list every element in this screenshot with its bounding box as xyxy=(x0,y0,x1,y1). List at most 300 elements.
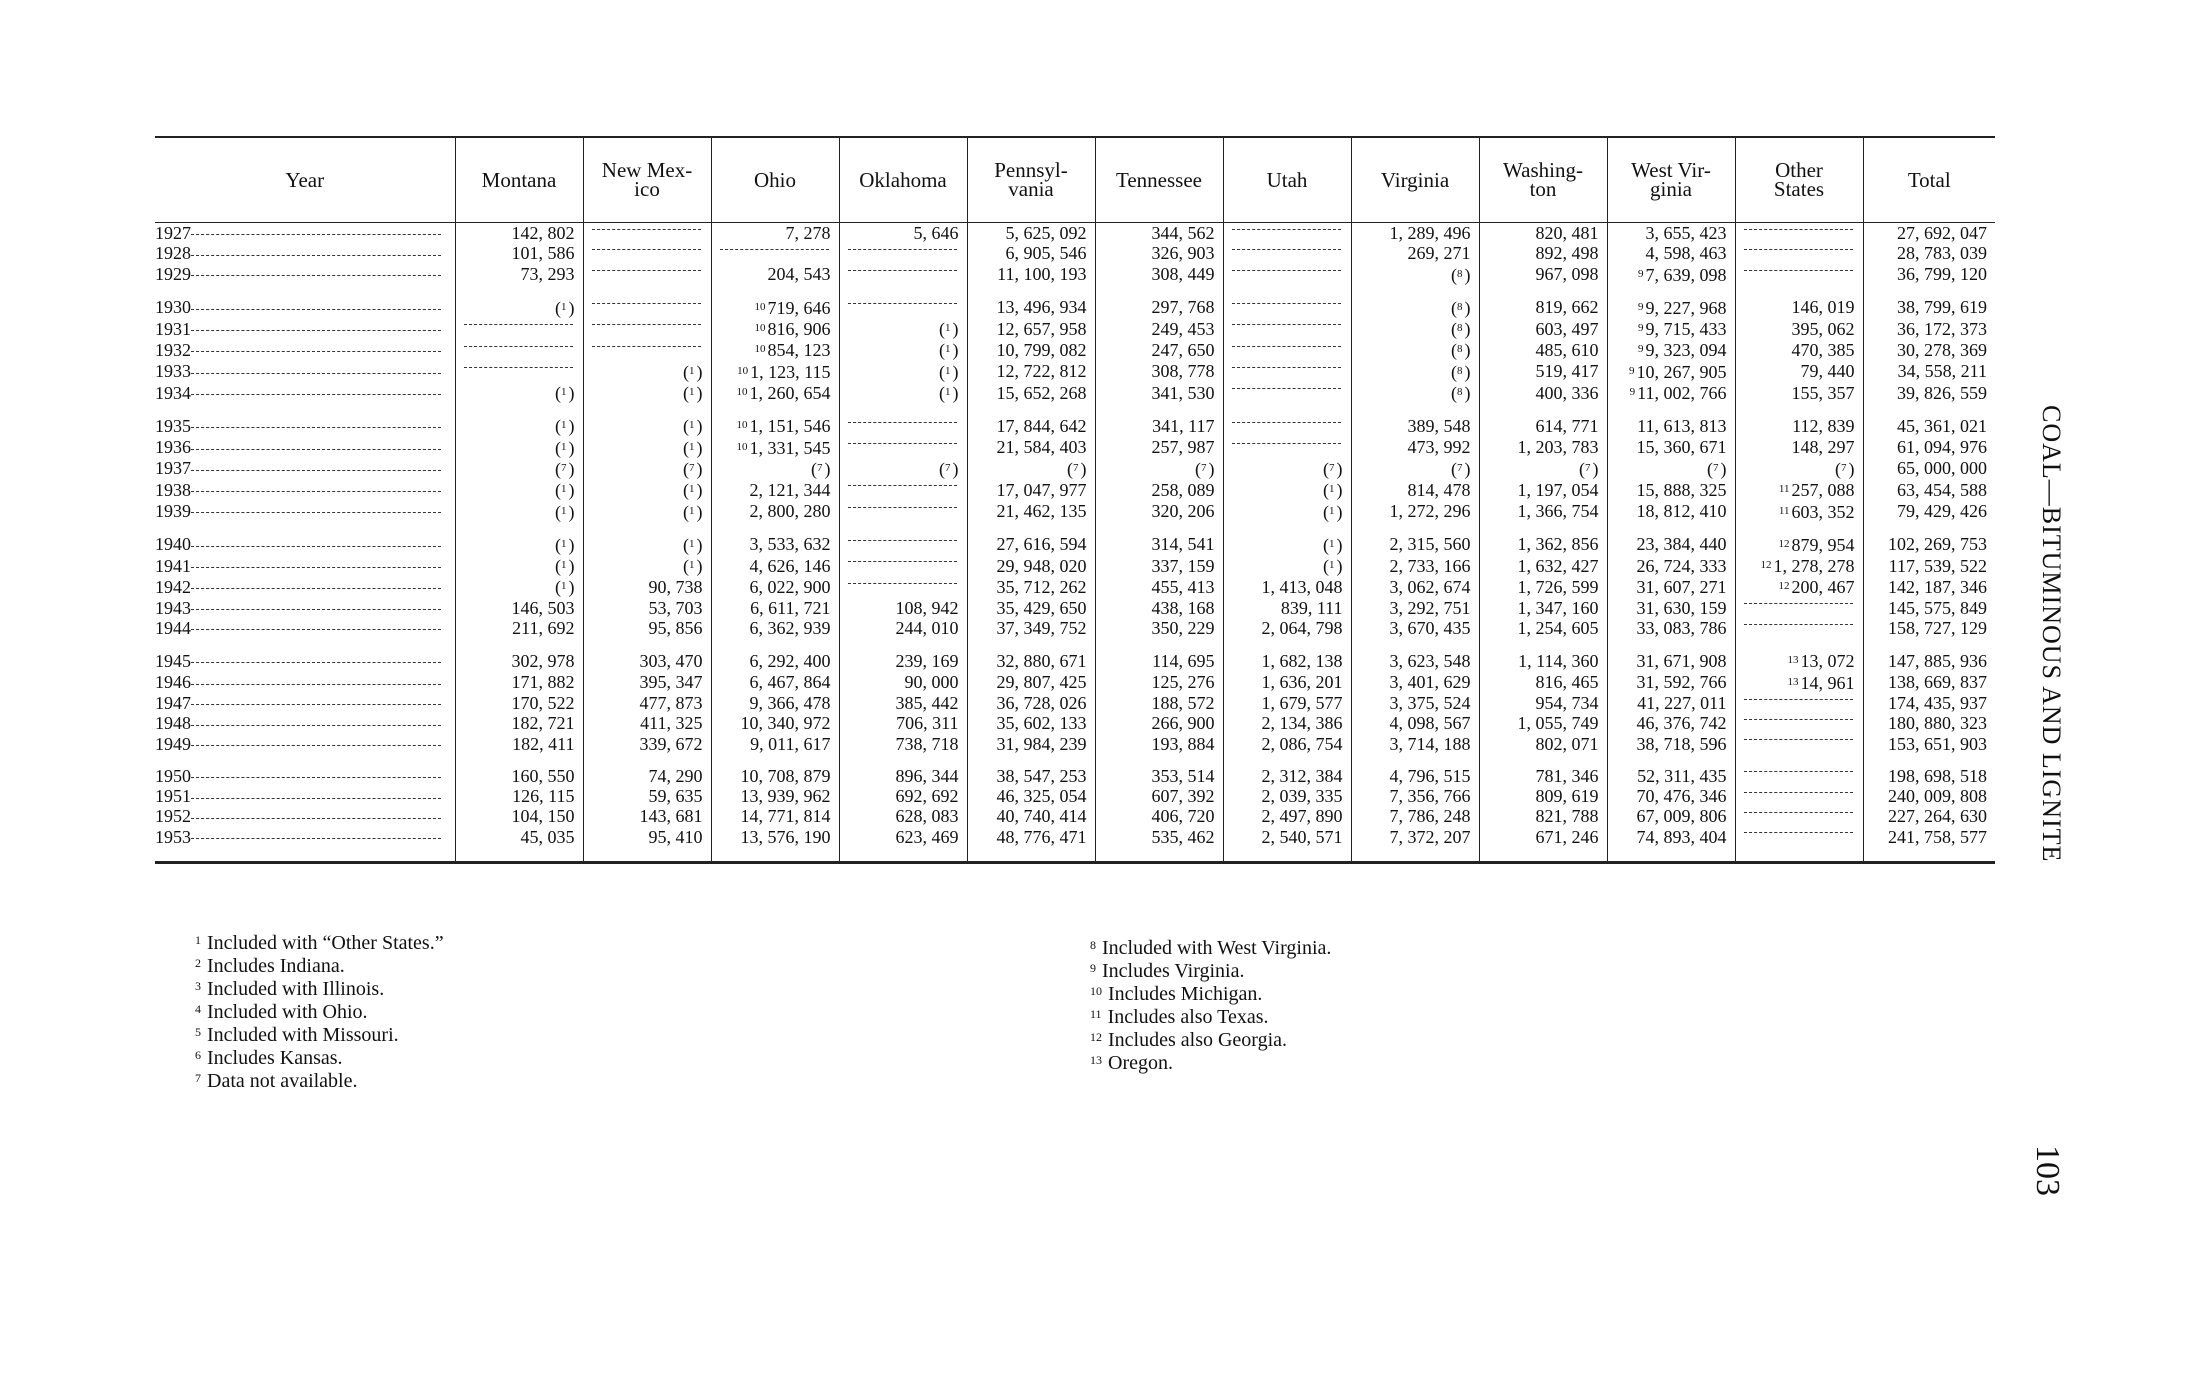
value-cell xyxy=(1735,264,1863,285)
value-cell: 2, 312, 384 xyxy=(1223,754,1351,786)
value-cell: 1, 632, 427 xyxy=(1479,555,1607,576)
value-cell xyxy=(1735,734,1863,754)
footnote: $^{11}$ Includes also Texas. xyxy=(1090,1006,1269,1028)
empty-cell-dash xyxy=(464,346,573,347)
value-cell xyxy=(583,285,711,318)
value-cell: 535, 462 xyxy=(1095,827,1223,863)
value-cell: 138, 669, 837 xyxy=(1863,672,1995,693)
value-cell xyxy=(839,522,967,555)
column-header: Virginia xyxy=(1351,137,1479,223)
value-cell: 2, 733, 166 xyxy=(1351,555,1479,576)
footnote: $^9$ Includes Virginia. xyxy=(1090,960,1245,982)
value-cell: ($^1$ ) xyxy=(455,522,583,555)
value-cell xyxy=(1735,618,1863,638)
value-cell: $^{12}$ 200, 467 xyxy=(1735,576,1863,597)
empty-cell-dash xyxy=(1232,443,1341,444)
value-cell: 3, 401, 629 xyxy=(1351,672,1479,693)
value-cell: ($^7$ ) xyxy=(967,458,1095,479)
year-cell: 1942 xyxy=(155,576,455,597)
empty-cell-dash xyxy=(1232,249,1341,250)
value-cell: ($^1$ ) xyxy=(455,437,583,458)
value-cell: 46, 325, 054 xyxy=(967,786,1095,806)
year-cell: 1949 xyxy=(155,734,455,754)
empty-cell-dash xyxy=(592,324,701,325)
value-cell xyxy=(839,576,967,597)
value-cell: 52, 311, 435 xyxy=(1607,754,1735,786)
value-cell: $^9$ 11, 002, 766 xyxy=(1607,382,1735,403)
value-cell: 158, 727, 129 xyxy=(1863,618,1995,638)
value-cell: 74, 290 xyxy=(583,754,711,786)
value-cell: 954, 734 xyxy=(1479,693,1607,713)
value-cell: 341, 530 xyxy=(1095,382,1223,403)
empty-cell-dash xyxy=(848,303,957,304)
value-cell: ($^7$ ) xyxy=(839,458,967,479)
value-cell: 1, 636, 201 xyxy=(1223,672,1351,693)
empty-cell-dash xyxy=(592,303,701,304)
value-cell: 35, 602, 133 xyxy=(967,713,1095,733)
value-cell: 692, 692 xyxy=(839,786,967,806)
value-cell: $^{10}$ 816, 906 xyxy=(711,318,839,339)
year-cell: 1946 xyxy=(155,672,455,693)
value-cell: 1, 726, 599 xyxy=(1479,576,1607,597)
value-cell: 198, 698, 518 xyxy=(1863,754,1995,786)
value-cell xyxy=(1735,827,1863,863)
value-cell: 411, 325 xyxy=(583,713,711,733)
value-cell: $^9$ 7, 639, 098 xyxy=(1607,264,1735,285)
value-cell: ($^1$ ) xyxy=(1223,522,1351,555)
value-cell: $^{10}$ 719, 646 xyxy=(711,285,839,318)
year-cell: 1928 xyxy=(155,243,455,263)
value-cell: 314, 541 xyxy=(1095,522,1223,555)
value-cell: 2, 497, 890 xyxy=(1223,806,1351,826)
value-cell: 31, 607, 271 xyxy=(1607,576,1735,597)
value-cell: 1, 272, 296 xyxy=(1351,501,1479,522)
value-cell: 17, 844, 642 xyxy=(967,403,1095,436)
table-row xyxy=(155,786,1995,806)
value-cell: 438, 168 xyxy=(1095,598,1223,618)
empty-cell-dash xyxy=(1744,603,1853,604)
value-cell xyxy=(1735,806,1863,826)
value-cell xyxy=(1735,243,1863,263)
value-cell: 146, 503 xyxy=(455,598,583,618)
value-cell: 320, 206 xyxy=(1095,501,1223,522)
value-cell: 473, 992 xyxy=(1351,437,1479,458)
year-cell: 1952 xyxy=(155,806,455,826)
value-cell: ($^1$ ) xyxy=(839,382,967,403)
value-cell: 326, 903 xyxy=(1095,243,1223,263)
value-cell: 1, 682, 138 xyxy=(1223,638,1351,671)
value-cell xyxy=(711,243,839,263)
value-cell: 297, 768 xyxy=(1095,285,1223,318)
value-cell xyxy=(1735,693,1863,713)
value-cell: $^{12}$ 1, 278, 278 xyxy=(1735,555,1863,576)
value-cell: 90, 738 xyxy=(583,576,711,597)
value-cell: 241, 758, 577 xyxy=(1863,827,1995,863)
footnote: $^5$ Included with Missouri. xyxy=(195,1024,399,1046)
value-cell: 170, 522 xyxy=(455,693,583,713)
year-cell: 1948 xyxy=(155,713,455,733)
value-cell: $^{10}$ 1, 123, 115 xyxy=(711,361,839,382)
year-cell: 1937 xyxy=(155,458,455,479)
column-header: Utah xyxy=(1223,137,1351,223)
value-cell: ($^1$ ) xyxy=(583,382,711,403)
value-cell: ($^1$ ) xyxy=(455,501,583,522)
table-row xyxy=(155,555,1995,576)
value-cell: 4, 598, 463 xyxy=(1607,243,1735,263)
value-cell: ($^8$ ) xyxy=(1351,382,1479,403)
value-cell: 2, 800, 280 xyxy=(711,501,839,522)
value-cell: 821, 788 xyxy=(1479,806,1607,826)
value-cell: ($^1$ ) xyxy=(1223,501,1351,522)
value-cell: 350, 229 xyxy=(1095,618,1223,638)
table-row xyxy=(155,382,1995,403)
value-cell: 389, 548 xyxy=(1351,403,1479,436)
empty-cell-dash xyxy=(592,249,701,250)
value-cell: 31, 630, 159 xyxy=(1607,598,1735,618)
table-row xyxy=(155,318,1995,339)
value-cell: ($^1$ ) xyxy=(455,382,583,403)
value-cell: 3, 292, 751 xyxy=(1351,598,1479,618)
empty-cell-dash xyxy=(848,422,957,423)
value-cell: 455, 413 xyxy=(1095,576,1223,597)
value-cell: 38, 547, 253 xyxy=(967,754,1095,786)
empty-cell-dash xyxy=(592,229,701,230)
value-cell xyxy=(1735,786,1863,806)
value-cell: 303, 470 xyxy=(583,638,711,671)
column-header: Montana xyxy=(455,137,583,223)
value-cell: 395, 062 xyxy=(1735,318,1863,339)
value-cell xyxy=(1735,598,1863,618)
footnote: $^8$ Included with West Virginia. xyxy=(1090,937,1332,959)
value-cell: 15, 888, 325 xyxy=(1607,479,1735,500)
table-row xyxy=(155,693,1995,713)
value-cell: ($^7$ ) xyxy=(1095,458,1223,479)
value-cell: 308, 449 xyxy=(1095,264,1223,285)
value-cell: 4, 626, 146 xyxy=(711,555,839,576)
value-cell: ($^1$ ) xyxy=(455,403,583,436)
value-cell: 6, 905, 546 xyxy=(967,243,1095,263)
value-cell: 12, 722, 812 xyxy=(967,361,1095,382)
value-cell: 814, 478 xyxy=(1351,479,1479,500)
value-cell: 204, 543 xyxy=(711,264,839,285)
value-cell: 148, 297 xyxy=(1735,437,1863,458)
value-cell: 1, 114, 360 xyxy=(1479,638,1607,671)
value-cell xyxy=(839,555,967,576)
value-cell: 29, 807, 425 xyxy=(967,672,1095,693)
year-cell: 1939 xyxy=(155,501,455,522)
empty-cell-dash xyxy=(848,583,957,584)
value-cell: 53, 703 xyxy=(583,598,711,618)
value-cell: 5, 646 xyxy=(839,223,967,244)
value-cell: 126, 115 xyxy=(455,786,583,806)
value-cell xyxy=(1223,285,1351,318)
empty-cell-dash xyxy=(1232,422,1341,423)
value-cell: 10, 708, 879 xyxy=(711,754,839,786)
empty-cell-dash xyxy=(1744,249,1853,250)
empty-cell-dash xyxy=(1744,229,1853,230)
value-cell xyxy=(1223,382,1351,403)
footnote: $^1$ Included with “Other States.” xyxy=(195,932,444,954)
value-cell: 1, 366, 754 xyxy=(1479,501,1607,522)
value-cell: $^{13}$ 14, 961 xyxy=(1735,672,1863,693)
year-cell: 1944 xyxy=(155,618,455,638)
table-row xyxy=(155,479,1995,500)
value-cell xyxy=(455,318,583,339)
value-cell: 14, 771, 814 xyxy=(711,806,839,826)
value-cell: 269, 271 xyxy=(1351,243,1479,263)
empty-cell-dash xyxy=(464,324,573,325)
value-cell: 112, 839 xyxy=(1735,403,1863,436)
value-cell: 2, 540, 571 xyxy=(1223,827,1351,863)
year-cell: 1941 xyxy=(155,555,455,576)
value-cell: 607, 392 xyxy=(1095,786,1223,806)
value-cell: ($^7$ ) xyxy=(583,458,711,479)
empty-cell-dash xyxy=(1744,270,1853,271)
empty-cell-dash xyxy=(848,270,957,271)
table-row xyxy=(155,403,1995,436)
value-cell: 2, 315, 560 xyxy=(1351,522,1479,555)
value-cell xyxy=(1735,223,1863,244)
value-cell: 153, 651, 903 xyxy=(1863,734,1995,754)
table-row xyxy=(155,264,1995,285)
table-header-row xyxy=(155,137,1995,223)
value-cell: 38, 718, 596 xyxy=(1607,734,1735,754)
value-cell: ($^1$ ) xyxy=(583,501,711,522)
value-cell: 2, 121, 344 xyxy=(711,479,839,500)
value-cell: 239, 169 xyxy=(839,638,967,671)
value-cell: 17, 047, 977 xyxy=(967,479,1095,500)
empty-cell-dash xyxy=(1232,324,1341,325)
column-header: New Mex- ico xyxy=(583,137,711,223)
value-cell xyxy=(455,339,583,360)
year-cell: 1951 xyxy=(155,786,455,806)
value-cell: 353, 514 xyxy=(1095,754,1223,786)
value-cell: 2, 064, 798 xyxy=(1223,618,1351,638)
value-cell: 45, 035 xyxy=(455,827,583,863)
table-body xyxy=(155,223,1995,863)
value-cell: $^{10}$ 1, 331, 545 xyxy=(711,437,839,458)
value-cell: 6, 611, 721 xyxy=(711,598,839,618)
value-cell: 3, 062, 674 xyxy=(1351,576,1479,597)
value-cell xyxy=(1735,713,1863,733)
value-cell: 519, 417 xyxy=(1479,361,1607,382)
value-cell: 1, 413, 048 xyxy=(1223,576,1351,597)
value-cell: 258, 089 xyxy=(1095,479,1223,500)
value-cell xyxy=(839,437,967,458)
value-cell: 79, 429, 426 xyxy=(1863,501,1995,522)
value-cell: 3, 670, 435 xyxy=(1351,618,1479,638)
value-cell: 9, 011, 617 xyxy=(711,734,839,754)
value-cell: 34, 558, 211 xyxy=(1863,361,1995,382)
column-header: Tennessee xyxy=(1095,137,1223,223)
value-cell: 1, 055, 749 xyxy=(1479,713,1607,733)
value-cell: 59, 635 xyxy=(583,786,711,806)
value-cell: $^{10}$ 1, 151, 546 xyxy=(711,403,839,436)
value-cell: 108, 942 xyxy=(839,598,967,618)
value-cell: 967, 098 xyxy=(1479,264,1607,285)
value-cell: 142, 187, 346 xyxy=(1863,576,1995,597)
value-cell: 63, 454, 588 xyxy=(1863,479,1995,500)
value-cell: ($^7$ ) xyxy=(1351,458,1479,479)
year-cell: 1933 xyxy=(155,361,455,382)
empty-cell-dash xyxy=(1232,388,1341,389)
value-cell: 1, 254, 605 xyxy=(1479,618,1607,638)
value-cell: 816, 465 xyxy=(1479,672,1607,693)
table-row xyxy=(155,806,1995,826)
empty-cell-dash xyxy=(464,367,573,368)
value-cell: ($^7$ ) xyxy=(1607,458,1735,479)
value-cell: 406, 720 xyxy=(1095,806,1223,826)
value-cell: 7, 786, 248 xyxy=(1351,806,1479,826)
value-cell xyxy=(583,223,711,244)
value-cell: 193, 884 xyxy=(1095,734,1223,754)
value-cell xyxy=(839,243,967,263)
value-cell: 257, 987 xyxy=(1095,437,1223,458)
value-cell: 240, 009, 808 xyxy=(1863,786,1995,806)
value-cell: ($^1$ ) xyxy=(583,403,711,436)
empty-cell-dash xyxy=(1232,270,1341,271)
value-cell: 67, 009, 806 xyxy=(1607,806,1735,826)
year-cell: 1953 xyxy=(155,827,455,863)
value-cell: 892, 498 xyxy=(1479,243,1607,263)
value-cell: 41, 227, 011 xyxy=(1607,693,1735,713)
footnote: $^7$ Data not available. xyxy=(195,1070,358,1092)
value-cell: 90, 000 xyxy=(839,672,967,693)
coal-production-table xyxy=(155,136,1995,864)
empty-cell-dash xyxy=(1744,624,1853,625)
value-cell: $^9$ 9, 323, 094 xyxy=(1607,339,1735,360)
value-cell: 146, 019 xyxy=(1735,285,1863,318)
table-row xyxy=(155,223,1995,244)
value-cell: 809, 619 xyxy=(1479,786,1607,806)
value-cell: 29, 948, 020 xyxy=(967,555,1095,576)
value-cell: 2, 134, 386 xyxy=(1223,713,1351,733)
value-cell xyxy=(583,243,711,263)
column-header: Pennsyl- vania xyxy=(967,137,1095,223)
value-cell: 155, 357 xyxy=(1735,382,1863,403)
coal-production-table-container xyxy=(155,136,1995,864)
year-cell: 1936 xyxy=(155,437,455,458)
value-cell: 4, 098, 567 xyxy=(1351,713,1479,733)
value-cell xyxy=(1223,403,1351,436)
footnote: $^2$ Includes Indiana. xyxy=(195,955,345,977)
footnote: $^4$ Included with Ohio. xyxy=(195,1001,368,1023)
value-cell: 339, 672 xyxy=(583,734,711,754)
value-cell: 12, 657, 958 xyxy=(967,318,1095,339)
column-header: West Vir- ginia xyxy=(1607,137,1735,223)
value-cell: 385, 442 xyxy=(839,693,967,713)
value-cell: 40, 740, 414 xyxy=(967,806,1095,826)
value-cell xyxy=(583,318,711,339)
value-cell: 174, 435, 937 xyxy=(1863,693,1995,713)
value-cell: 32, 880, 671 xyxy=(967,638,1095,671)
empty-cell-dash xyxy=(1232,367,1341,368)
value-cell: 37, 349, 752 xyxy=(967,618,1095,638)
value-cell xyxy=(1223,223,1351,244)
value-cell: 31, 984, 239 xyxy=(967,734,1095,754)
value-cell: 7, 356, 766 xyxy=(1351,786,1479,806)
value-cell: 485, 610 xyxy=(1479,339,1607,360)
table-row xyxy=(155,437,1995,458)
value-cell: 33, 083, 786 xyxy=(1607,618,1735,638)
value-cell: 182, 411 xyxy=(455,734,583,754)
value-cell xyxy=(1223,361,1351,382)
year-cell: 1935 xyxy=(155,403,455,436)
empty-cell-dash xyxy=(1744,719,1853,720)
value-cell: 104, 150 xyxy=(455,806,583,826)
value-cell: 247, 650 xyxy=(1095,339,1223,360)
value-cell xyxy=(1223,339,1351,360)
value-cell: 227, 264, 630 xyxy=(1863,806,1995,826)
year-cell: 1947 xyxy=(155,693,455,713)
value-cell: 477, 873 xyxy=(583,693,711,713)
footnote: $^{12}$ Includes also Georgia. xyxy=(1090,1029,1288,1051)
value-cell: 395, 347 xyxy=(583,672,711,693)
column-header: Oklahoma xyxy=(839,137,967,223)
value-cell: 26, 724, 333 xyxy=(1607,555,1735,576)
value-cell: ($^1$ ) xyxy=(839,339,967,360)
value-cell: 145, 575, 849 xyxy=(1863,598,1995,618)
footnote: $^{13}$ Oregon. xyxy=(1090,1052,1173,1074)
value-cell xyxy=(1223,243,1351,263)
empty-cell-dash xyxy=(848,507,957,508)
value-cell: 337, 159 xyxy=(1095,555,1223,576)
value-cell: 45, 361, 021 xyxy=(1863,403,1995,436)
value-cell: 738, 718 xyxy=(839,734,967,754)
value-cell: ($^8$ ) xyxy=(1351,318,1479,339)
value-cell: 125, 276 xyxy=(1095,672,1223,693)
table-row xyxy=(155,576,1995,597)
value-cell: 344, 562 xyxy=(1095,223,1223,244)
empty-cell-dash xyxy=(1744,812,1853,813)
empty-cell-dash xyxy=(848,540,957,541)
value-cell: 1, 347, 160 xyxy=(1479,598,1607,618)
value-cell: 6, 022, 900 xyxy=(711,576,839,597)
value-cell: 211, 692 xyxy=(455,618,583,638)
value-cell: ($^1$ ) xyxy=(583,522,711,555)
table-row xyxy=(155,339,1995,360)
value-cell: $^{12}$ 879, 954 xyxy=(1735,522,1863,555)
value-cell: ($^7$ ) xyxy=(455,458,583,479)
table-row xyxy=(155,638,1995,671)
value-cell: 820, 481 xyxy=(1479,223,1607,244)
value-cell: 13, 939, 962 xyxy=(711,786,839,806)
table-row xyxy=(155,522,1995,555)
footnote: $^{10}$ Includes Michigan. xyxy=(1090,983,1263,1005)
value-cell: $^{11}$ 603, 352 xyxy=(1735,501,1863,522)
value-cell: 244, 010 xyxy=(839,618,967,638)
value-cell: 3, 655, 423 xyxy=(1607,223,1735,244)
value-cell: $^{13}$ 13, 072 xyxy=(1735,638,1863,671)
value-cell: 101, 586 xyxy=(455,243,583,263)
value-cell xyxy=(839,403,967,436)
value-cell: 341, 117 xyxy=(1095,403,1223,436)
empty-cell-dash xyxy=(848,561,957,562)
value-cell: 36, 728, 026 xyxy=(967,693,1095,713)
page-number: 103 xyxy=(2029,1145,2066,1196)
value-cell: 102, 269, 753 xyxy=(1863,522,1995,555)
value-cell: 180, 880, 323 xyxy=(1863,713,1995,733)
running-head: COAL—BITUMINOUS AND LIGNITE xyxy=(2037,405,2066,863)
value-cell: 249, 453 xyxy=(1095,318,1223,339)
value-cell: 2, 086, 754 xyxy=(1223,734,1351,754)
table-row xyxy=(155,713,1995,733)
value-cell xyxy=(839,285,967,318)
table-row xyxy=(155,734,1995,754)
value-cell: ($^8$ ) xyxy=(1351,264,1479,285)
value-cell: 781, 346 xyxy=(1479,754,1607,786)
value-cell xyxy=(1223,437,1351,458)
